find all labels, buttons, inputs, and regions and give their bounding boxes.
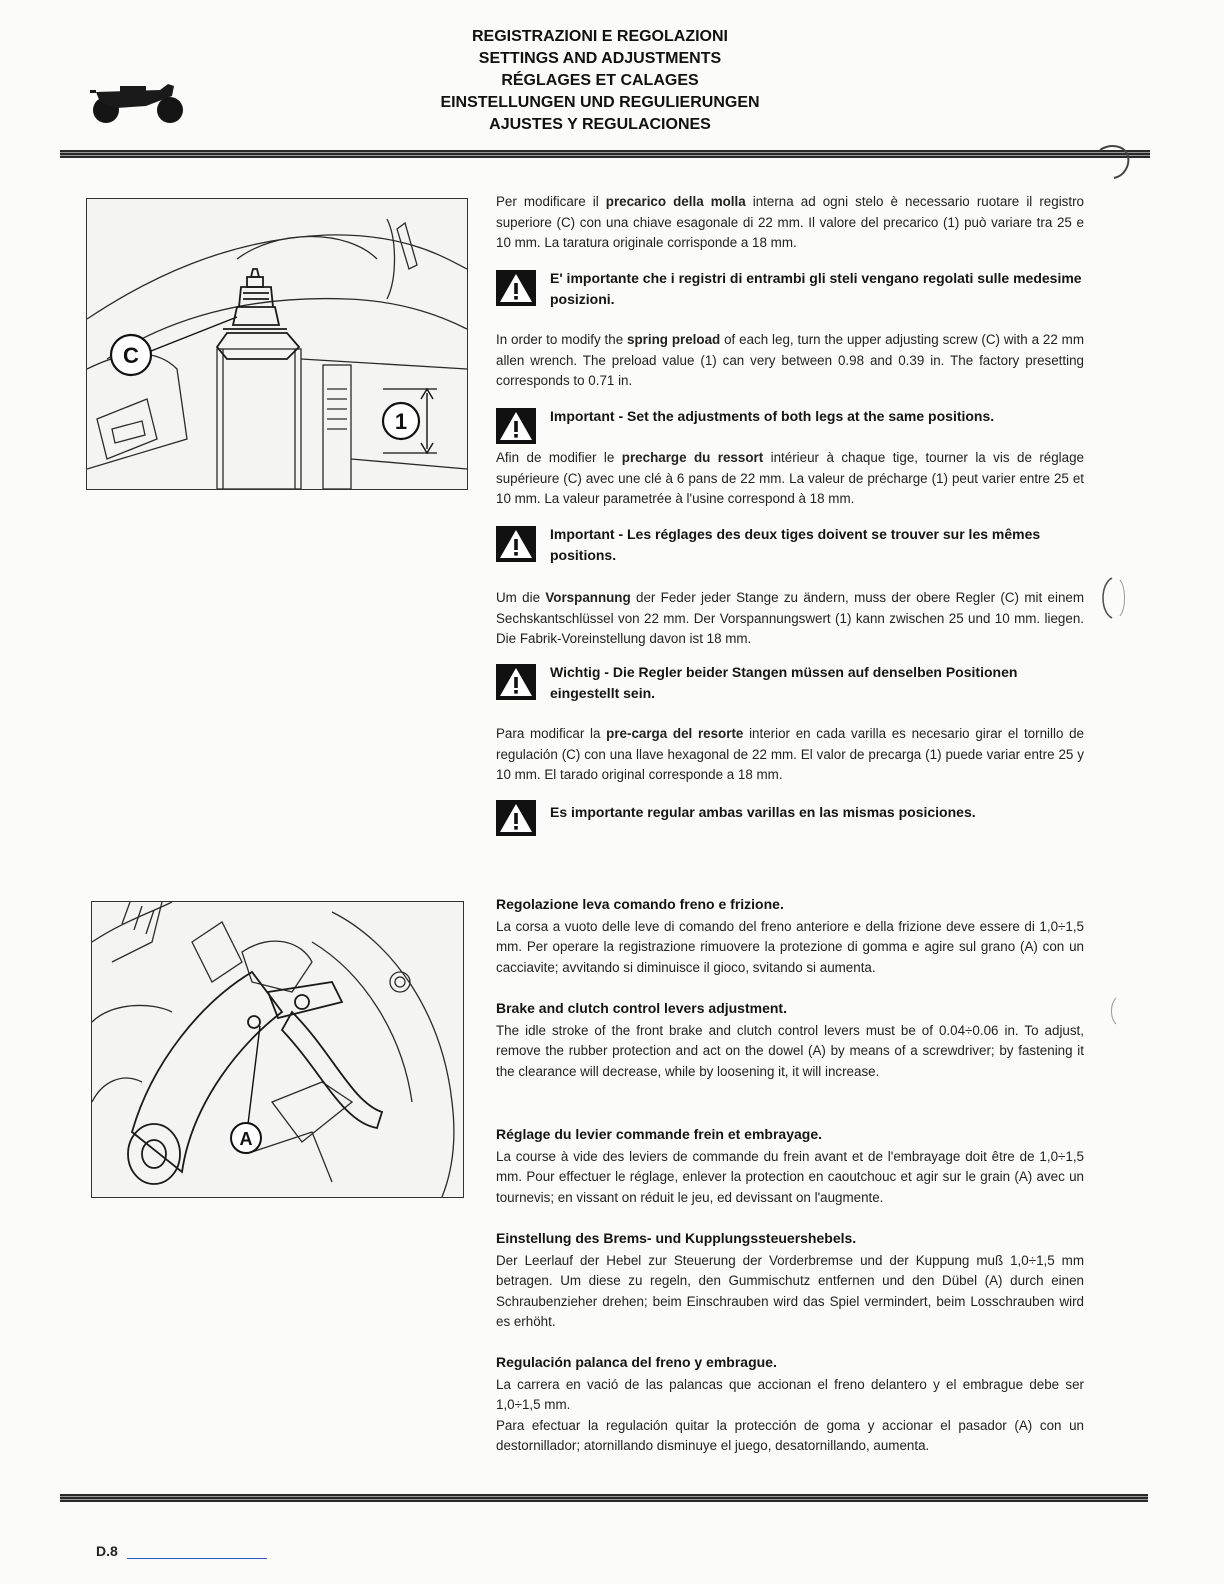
title-de: EINSTELLUNGEN UND REGULIERUNGEN [440, 94, 760, 111]
lever-fr-title: Réglage du levier commande frein et embrayage. [496, 1126, 823, 1142]
warning-it: E' importante che i registri di entrambi gli steli vengano regolati sulle medesime posizioni. [496, 268, 1086, 310]
preload-de-paragraph: Um die Vorspannung der Feder jeder Stange zu ändern, muss der obere Regler (C) mit einem Sechskantschlüssel von 22 mm. Der Vorspannungswert (1) kann zwischen 25 und 10 mm. liegen. Die Fabrik-Voreinstellung davon ist 18 mm. [496, 590, 1084, 647]
warning-de: Wichtig - Die Regler beider Stangen müssen auf denselben Positionen eingestellt sein. [496, 662, 1086, 704]
lever-de-section [496, 1228, 1084, 1333]
lever-fr-section [496, 1124, 1084, 1208]
preload-fr-paragraph: Afin de modifier le precharge du ressort intérieur à chaque tige, tourner la vis de réglage supérieure (C) avec une clé à 6 pans de 22 mm. La valeur de précharge (1) peut varier entre 25 et 10 mm. La valeur parametrée à l'usine correspond à 18 mm. [496, 450, 1084, 507]
preload-es-paragraph: Para modificar la pre-carga del resorte interior en cada varilla es necesario girar el tornillo de regulación (C) con una llave hexagonal de 22 mm. El valor de precarga (1) puede variar entre 25 y 10 mm. El tarado original corresponde a 18 mm. [496, 726, 1084, 783]
warning-icon [496, 800, 536, 836]
preload-it-paragraph: Per modificare il precarico della molla interna ad ogni stelo è necessario ruotare il registro superiore (C) con una chiave esagonale di 22 mm. Il valore del precarico (1) può variare tra 25 e 10 mm. La taratura originale corrisponde a 18 mm. [496, 194, 1084, 251]
brake-lever-illustration [91, 901, 464, 1198]
binder-ring-icon [1094, 142, 1134, 182]
lever-de-title: Einstellung des Brems- und Kupplungssteuershebels. [496, 1230, 857, 1246]
lever-fr-body: La course à vide des leviers de commande du frein avant et de l'embrayage doit être de 1,0÷1,5 mm. Pour effectuer le réglage, enlever la protection en caoutchouc et agir sur le grain (A) avec un tournevis; en vissant on réduit le jeu, ed devissant on l'augmente. [496, 1148, 1084, 1205]
warning-fr: Important - Les réglages des deux tiges doivent se trouver sur les mêmes positions. [496, 524, 1086, 566]
callout-c: C [123, 343, 139, 368]
footer-rule [60, 1494, 1148, 1502]
binder-ring-icon [1108, 996, 1128, 1026]
lever-es-section [496, 1352, 1084, 1457]
lever-en-title: Brake and clutch control levers adjustment. [496, 1000, 787, 1016]
binder-ring-icon [1094, 574, 1134, 622]
header-rule [60, 150, 1150, 158]
lever-it-title: Regolazione leva comando freno e frizione. [496, 896, 784, 912]
warning-icon [496, 526, 536, 562]
title-fr: RÉGLAGES ET CALAGES [501, 72, 699, 89]
callout-a: A [239, 1129, 253, 1149]
warning-icon [496, 270, 536, 306]
warning-es: Es importante regular ambas varillas en las mismas posiciones. [496, 798, 1086, 827]
preload-en-paragraph: In order to modify the spring preload of each leg, turn the upper adjusting screw (C) with a 22 mm allen wrench. The preload value (1) can very between 0.98 and 0.39 in. The factory presetting corresponds to 0.71 in. [496, 332, 1084, 389]
warning-icon [496, 664, 536, 700]
warning-en: Important - Set the adjustments of both legs at the same positions. [496, 406, 1086, 427]
lever-es-body-2: Para efectuar la regulación quitar la protección de goma y accionar el pasador (A) con un destornillador; atornillando disminuye el juego, desatornillando, aumenta. [496, 1417, 1084, 1454]
footer-underline [127, 1558, 267, 1559]
lever-en-body: The idle stroke of the front brake and clutch control levers must be of 0.04÷0.06 in. To adjust, remove the rubber protection and act on the dowel (A) by means of a screwdriver; by fastening it the clearance will decrease, while by loosening it, it will increase. [496, 1022, 1084, 1079]
lever-it-section [496, 894, 1084, 978]
motorcycle-icon [86, 78, 190, 128]
warning-icon [496, 408, 536, 444]
fork-preload-illustration [86, 198, 468, 490]
title-es: AJUSTES Y REGULACIONES [489, 116, 711, 133]
lever-de-body: Der Leerlauf der Hebel zur Steuerung der Vorderbremse und der Kuppung muß 1,0÷1,5 mm betragen. Um diese zu regeln, den Gummischutz entfernen und den Dübel (A) durch einen Schraubenzieher drehen; beim Einschrauben wird das Spiel vermindert, beim Losschrauben wird es erhöht. [496, 1252, 1084, 1330]
callout-1: 1 [394, 409, 408, 434]
lever-es-title: Regulación palanca del freno y embrague. [496, 1354, 777, 1370]
section-titles [380, 26, 820, 136]
lever-it-body: La corsa a vuoto delle leve di comando del freno anteriore e della frizione deve essere di 1,0÷1,5 mm. Per operare la registrazione rimuovere la protezione di gomma e agire sul grano (A) con un cacciavite; avvitando si diminuisce il gioco, svitando si aumenta. [496, 918, 1084, 975]
lever-en-section [496, 998, 1084, 1082]
lever-es-body-1: La carrera en vació de las palancas que accionan el freno delantero y el embrague debe ser 1,0÷1,5 mm. [496, 1376, 1084, 1413]
title-en: SETTINGS AND ADJUSTMENTS [478, 50, 722, 67]
page-number: D.8 [96, 1543, 118, 1559]
title-it: REGISTRAZIONI E REGOLAZIONI [471, 28, 728, 45]
